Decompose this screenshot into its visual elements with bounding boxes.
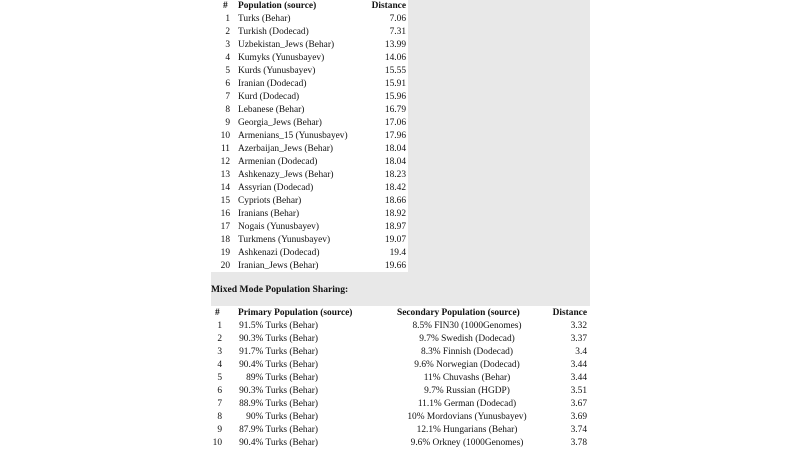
population-name: Iranian (Dodecad): [238, 79, 307, 89]
secondary-population: 8.5% FIN30 (1000Genomes): [412, 321, 522, 331]
population-name: Armenian (Dodecad): [238, 157, 318, 167]
row-number: 4: [225, 53, 230, 63]
distance-value: 13.99: [384, 40, 406, 50]
secondary-population: 10% Mordovians (Yunusbayev): [407, 412, 527, 422]
primary-population: 91.5% Turks (Behar): [239, 321, 318, 331]
row-number: 4: [217, 360, 222, 370]
secondary-population: 12.1% Hungarians (Behar): [416, 425, 518, 435]
distance-value: 3.4: [575, 347, 587, 357]
population-name: Assyrian (Dodecad): [238, 183, 314, 193]
population-name: Kurds (Yunusbayev): [238, 66, 316, 76]
row-number: 6: [217, 386, 222, 396]
primary-population: 90.3% Turks (Behar): [239, 386, 318, 396]
population-name: Georgia_Jews (Behar): [238, 118, 322, 128]
primary-population: 90.4% Turks (Behar): [239, 438, 318, 448]
population-name: Kumyks (Yunusbayev): [238, 53, 325, 63]
row-number: 10: [220, 131, 230, 141]
distance-value: 7.31: [389, 27, 406, 37]
secondary-population: 9.7% Russian (HGDP): [424, 386, 510, 396]
row-number: 5: [225, 66, 230, 76]
population-name: Uzbekistan_Jews (Behar): [238, 40, 335, 50]
row-number: 2: [225, 27, 230, 37]
distance-value: 3.51: [570, 386, 587, 396]
distance-value: 15.91: [384, 79, 406, 89]
primary-population: 90% Turks (Behar): [246, 412, 318, 422]
distance-value: 18.23: [384, 170, 406, 180]
distance-value: 18.42: [384, 183, 406, 193]
distance-value: 3.78: [570, 438, 587, 448]
distance-value: 3.44: [570, 373, 587, 383]
primary-population: 89% Turks (Behar): [246, 373, 318, 383]
distance-value: 7.06: [389, 14, 406, 24]
population-name: Turks (Behar): [238, 14, 291, 24]
primary-population: 87.9% Turks (Behar): [239, 425, 318, 435]
row-number: 5: [217, 373, 222, 383]
row-number: 2: [217, 334, 222, 344]
population-name: Ashkenazy_Jews (Behar): [238, 170, 334, 180]
distance-value: 3.37: [570, 334, 587, 344]
row-number: 15: [220, 196, 230, 206]
row-number: 16: [220, 209, 230, 219]
mixed-mode-title: Mixed Mode Population Sharing:: [211, 284, 349, 295]
row-number: 8: [217, 412, 222, 422]
row-number: 20: [220, 261, 230, 271]
secondary-population: 9.6% Norwegian (Dodecad): [414, 360, 520, 370]
row-number: 3: [217, 347, 222, 357]
distance-value: 19.4: [389, 248, 406, 258]
row-number: 1: [217, 321, 222, 331]
row-number: 14: [220, 183, 230, 193]
primary-population: 90.3% Turks (Behar): [239, 334, 318, 344]
row-number: 7: [217, 399, 222, 409]
row-number: 13: [220, 170, 230, 180]
distance-value: 17.96: [384, 131, 406, 141]
row-number: 1: [225, 14, 230, 24]
primary-population: 88.9% Turks (Behar): [239, 399, 318, 409]
row-number: 19: [220, 248, 230, 258]
distance-value: 18.92: [384, 209, 406, 219]
col-number-header: #: [215, 308, 220, 318]
distance-value: 14.06: [384, 53, 406, 63]
secondary-population: 11.1% German (Dodecad): [417, 399, 517, 409]
population-name: Turkish (Dodecad): [238, 27, 309, 37]
distance-value: 3.67: [570, 399, 587, 409]
row-number: 10: [212, 438, 222, 448]
col-number-header: #: [223, 1, 228, 11]
row-number: 7: [225, 92, 230, 102]
distance-value: 18.04: [384, 144, 406, 154]
row-number: 8: [225, 105, 230, 115]
population-name: Lebanese (Behar): [238, 105, 305, 115]
secondary-population: 8.3% Finnish (Dodecad): [421, 347, 513, 357]
population-name: Turkmens (Yunusbayev): [238, 235, 331, 245]
distance-value: 3.69: [570, 412, 587, 422]
distance-value: 18.04: [384, 157, 406, 167]
distance-value: 3.74: [570, 425, 587, 435]
secondary-population: 9.7% Swedish (Dodecad): [419, 334, 515, 344]
distance-value: 18.97: [384, 222, 406, 232]
row-number: 6: [225, 79, 230, 89]
distance-value: 16.79: [384, 105, 406, 115]
distance-value: 15.55: [384, 66, 406, 76]
population-name: Nogais (Yunusbayev): [238, 222, 319, 232]
secondary-population: 11% Chuvashs (Behar): [423, 373, 511, 383]
distance-value: 19.07: [384, 235, 406, 245]
distance-value: 18.66: [384, 196, 406, 206]
population-name: Iranian_Jews (Behar): [238, 261, 319, 271]
row-number: 12: [220, 157, 230, 167]
row-number: 9: [217, 425, 222, 435]
col-primary-header: Primary Population (source): [238, 308, 353, 318]
primary-population: 91.7% Turks (Behar): [239, 347, 318, 357]
row-number: 11: [220, 144, 230, 154]
secondary-population: 9.6% Orkney (1000Genomes): [410, 438, 524, 448]
col-population-header: Population (source): [238, 1, 317, 11]
population-name: Ashkenazi (Dodecad): [238, 248, 320, 258]
population-name: Cypriots (Behar): [238, 196, 302, 206]
distance-value: 15.96: [384, 92, 406, 102]
population-name: Kurd (Dodecad): [238, 92, 300, 102]
distance-value: 3.44: [570, 360, 587, 370]
primary-population: 90.4% Turks (Behar): [239, 360, 318, 370]
population-name: Azerbaijan_Jews (Behar): [238, 144, 334, 154]
population-name: Iranians (Behar): [238, 209, 300, 219]
col-distance-header: Distance: [371, 1, 406, 11]
distance-value: 19.66: [384, 261, 406, 271]
row-number: 18: [220, 235, 230, 245]
row-number: 17: [220, 222, 230, 232]
col-secondary-header: Secondary Population (source): [397, 308, 520, 318]
distance-value: 17.06: [384, 118, 406, 128]
distance-value: 3.32: [570, 321, 587, 331]
population-name: Armenians_15 (Yunusbayev): [238, 131, 348, 141]
row-number: 3: [225, 40, 230, 50]
row-number: 9: [225, 118, 230, 128]
col-distance-header: Distance: [552, 308, 587, 318]
